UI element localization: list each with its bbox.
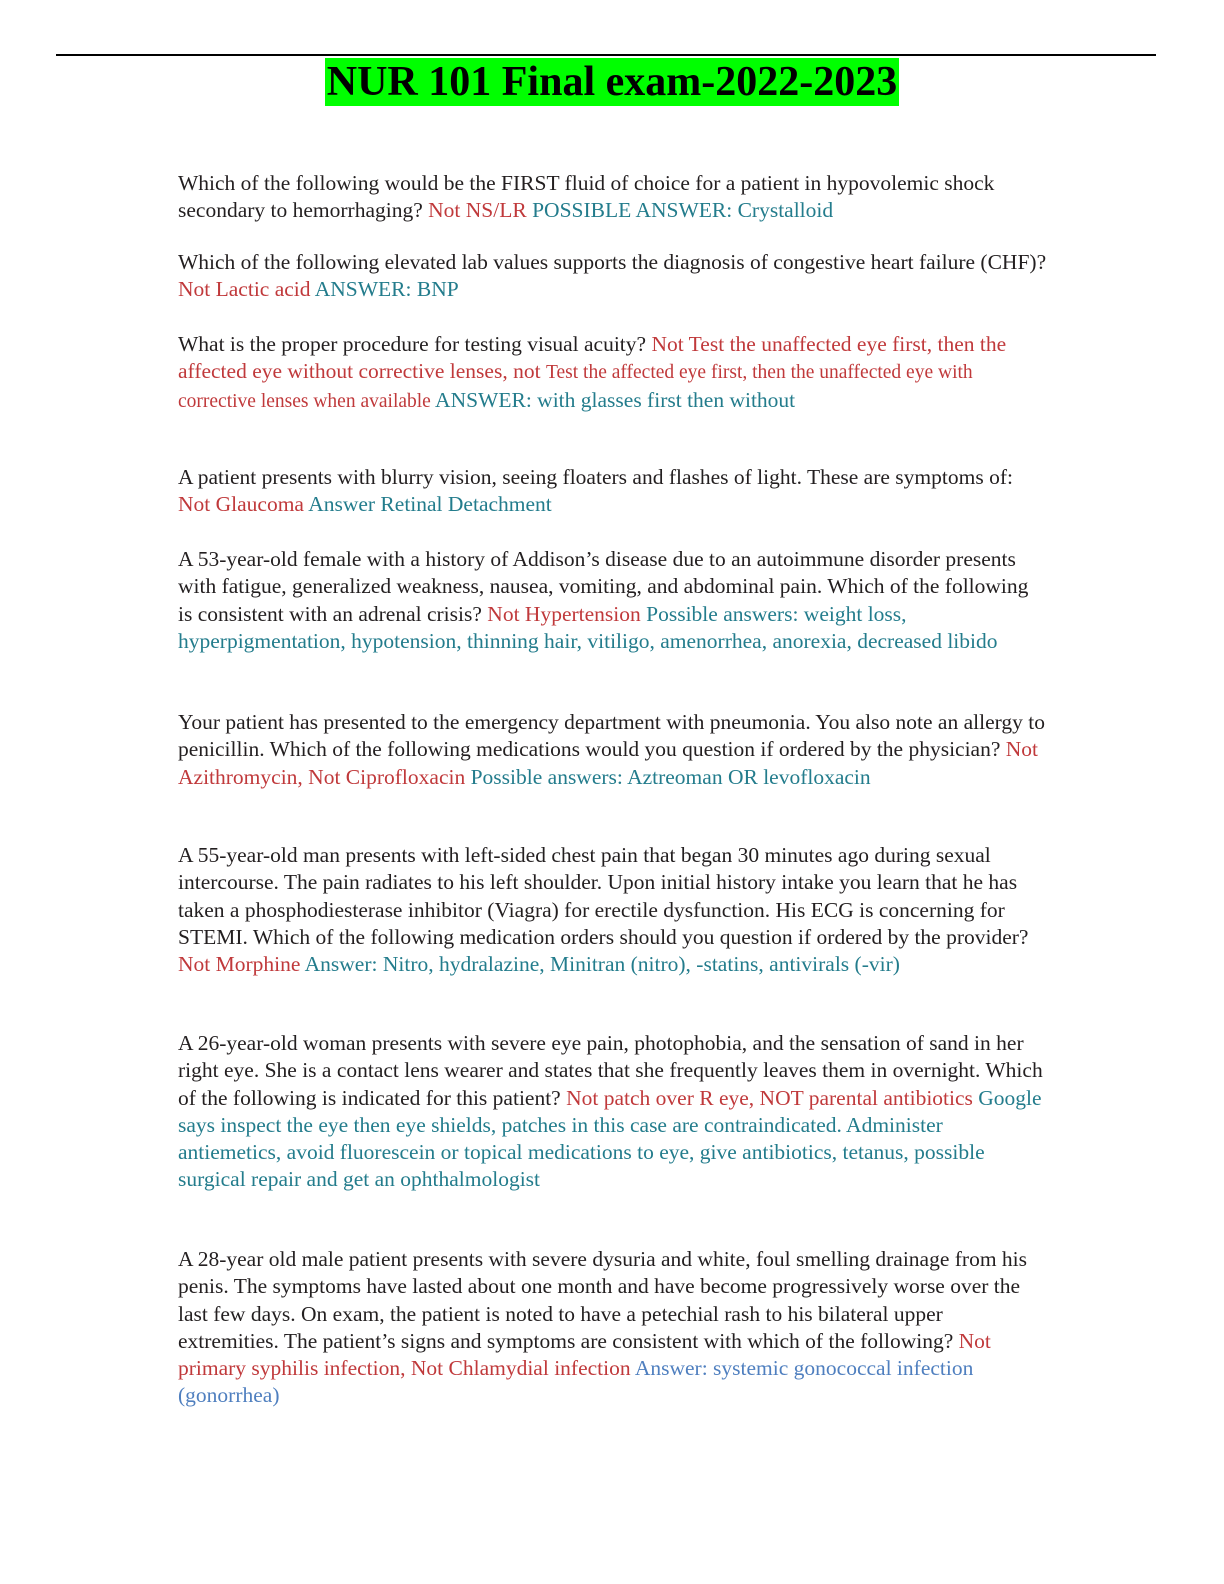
question-text: A 28-year old male patient presents with severe dysuria and white, foul smelling drainage from his penis. The symptoms have lasted about one month and have become progressively worse over the last few days. On exam, the patient is noted to have a petechial rash to his bilateral upper extremities. The patient’s signs and symptoms are consistent with which of the following? [178,1247,1028,1353]
title-container [0,58,1224,106]
question-item [178,464,1048,519]
answer: Answer: Nitro, hydralazine, Minitran (nitro), -statins, antivirals (-vir) [304,952,900,977]
wrong-answer: Not primary syphilis infection, Not Chlamydial infection [178,1328,991,1381]
wrong-answer: Not patch over R eye, NOT parental antibiotics [566,1085,973,1110]
answer: POSSIBLE ANSWER: Crystalloid [532,198,834,223]
wrong-answer: Not Test the unaffected eye first, then the affected eye without corrective lenses, not [178,332,1007,384]
question-text: Which of the following would be the FIRST fluid of choice for a patient in hypovolemic shock secondary to hemorrhaging? [178,171,995,223]
header-rule [56,54,1156,56]
answer: Possible answers: Aztreoman OR levofloxacin [470,764,871,789]
question-item [178,842,1048,978]
wrong-answer: Not Hypertension [487,601,641,626]
wrong-answer: Not NS/LR [428,198,527,223]
question-text: A patient presents with blurry vision, seeing floaters and flashes of light. These are symptoms of: [178,465,1013,489]
wrong-answer: Not Glaucoma [178,492,304,517]
question-item [178,1030,1048,1194]
question-item [178,1246,1048,1410]
question-text: A 53-year-old female with a history of Addison’s disease due to an autoimmune disorder presents with fatigue, generalized weakness, nausea, vomiting, and abdominal pain. Which of the following is consistent with an adrenal crisis? [178,547,1029,626]
question-item [178,331,1048,415]
question-text: What is the proper procedure for testing visual acuity? [178,332,647,356]
wrong-answer: Not Morphine [178,952,301,977]
document-title: NUR 101 Final exam-2022-2023 [326,59,898,105]
answer: ANSWER: with glasses first then without [435,387,796,412]
question-text: A 55-year-old man presents with left-sided chest pain that began 30 minutes ago during sexual intercourse. The pain radiates to his left shoulder. Upon initial history intake you learn that he has taken a phosphodiesterase inhibitor (Viagra) for erectile dysfunction. His ECG is concerning for STEMI. Which of the following medication orders should you question if ordered by the provider? [178,843,1029,949]
answer: ANSWER: BNP [314,277,459,302]
question-text: Which of the following elevated lab values supports the diagnosis of congestive heart failure (CHF)? [178,250,1047,274]
wrong-answer-secondary: Test the affected eye first, then the unaffected eye with corrective lenses when available [178,362,973,412]
answer: Google says inspect the eye then eye shields, patches in this case are contraindicated. Administer antiemetics, avoid fluorescein or topical medications to eye, give antibiotics, tetanus, possible surgical repair and get an ophthalmologist [178,1085,1042,1192]
wrong-answer: Not Azithromycin, Not Ciprofloxacin [178,737,1039,789]
question-item [178,249,1048,304]
question-text: A 26-year-old woman presents with severe eye pain, photophobia, and the sensation of sand in her right eye. She is a contact lens wearer and states that she frequently leaves them in overnight. Which of the following is indicated for this patient? [178,1031,1043,1110]
wrong-answer: Not Lactic acid [178,277,311,302]
question-item [178,546,1048,655]
answer: Answer Retinal Detachment [308,492,552,517]
answer: Possible answers: weight loss, hyperpigmentation, hypotension, thinning hair, vitiligo, amenorrhea, anorexia, decreased libido [178,601,998,653]
answer: Answer: systemic gonococcal infection (gonorrhea) [178,1356,974,1408]
question-text: Your patient has presented to the emergency department with pneumonia. You also note an allergy to penicillin. Which of the following medications would you question if ordered by the physician? [178,710,1045,762]
question-item [178,170,1048,225]
question-item [178,709,1048,791]
